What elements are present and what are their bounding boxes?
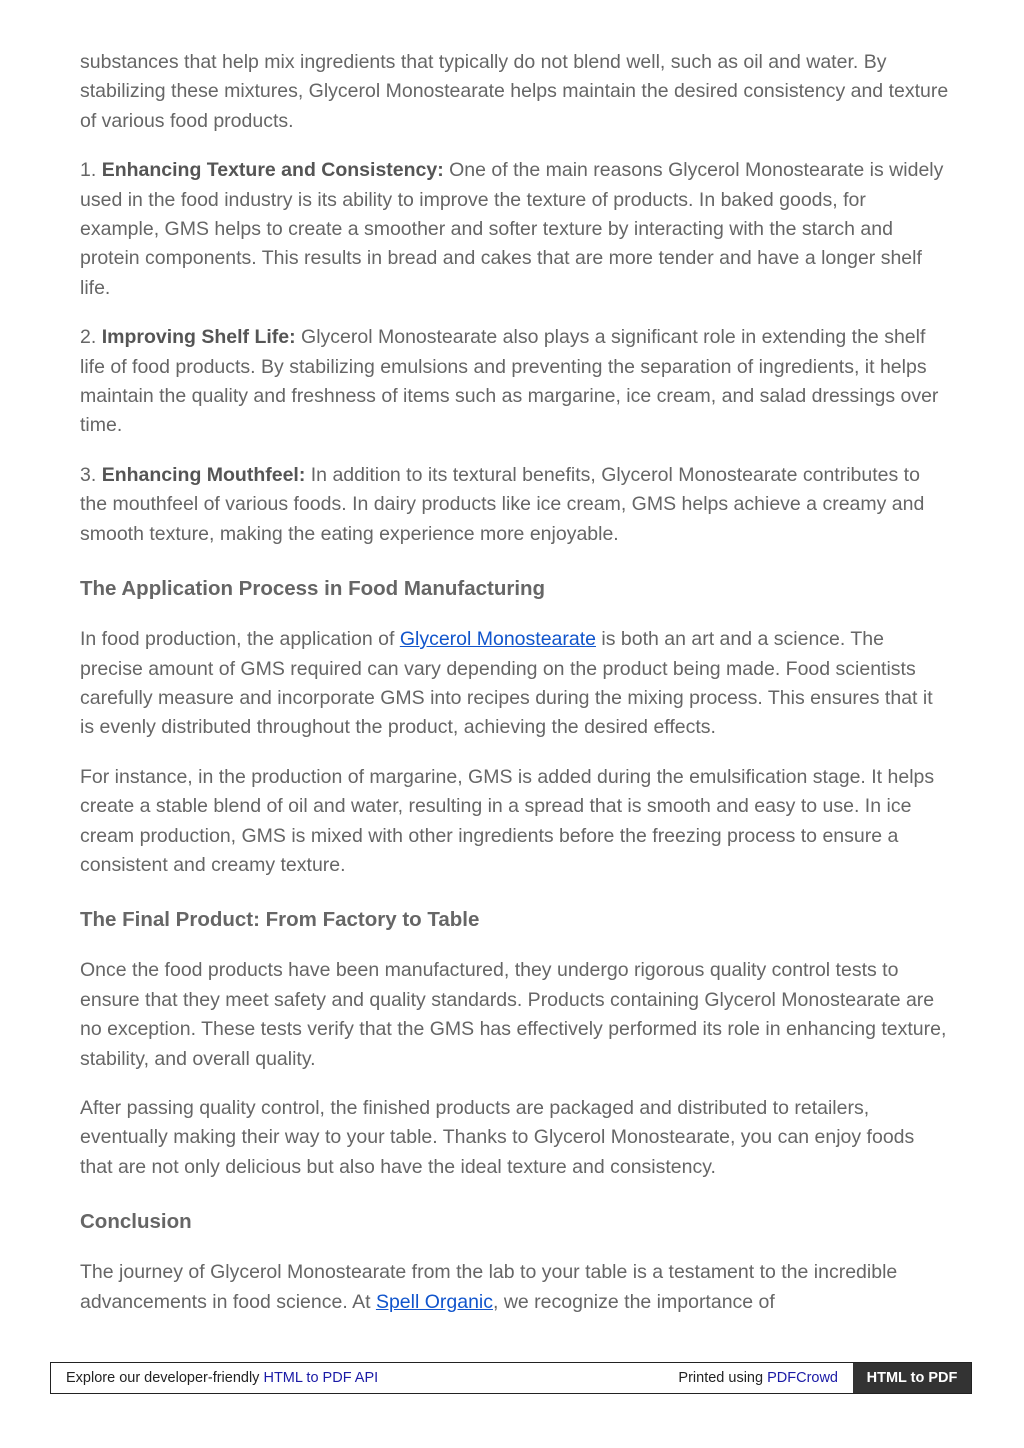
point-title: Enhancing Texture and Consistency: bbox=[101, 159, 444, 182]
html-to-pdf-button[interactable]: HTML to PDF bbox=[853, 1363, 971, 1393]
paragraph-text: , we recognize the importance of bbox=[493, 1290, 775, 1313]
spell-organic-link[interactable]: Spell Organic bbox=[375, 1290, 493, 1313]
section-heading-final-product: The Final Product: From Factory to Table bbox=[80, 908, 480, 932]
section-heading-conclusion: Conclusion bbox=[80, 1210, 192, 1234]
paragraph-text: In food production, the application of bbox=[80, 628, 400, 651]
footer-explore-text: Explore our developer-friendly bbox=[66, 1370, 264, 1386]
point-paragraph-1 bbox=[80, 156, 950, 303]
point-number: 1. bbox=[80, 159, 97, 182]
footer-printed bbox=[678, 1370, 853, 1386]
point-title: Enhancing Mouthfeel: bbox=[101, 463, 306, 486]
paragraph-text: is both an art and a science. The precise amount of GMS required can vary depending on the product being made. Food scientists carefully measure and incorporate GMS into recipes during the mixing process. This ensures that it is evenly distributed throughout the product, achieving the desired effects. bbox=[80, 628, 933, 739]
section-heading-application: The Application Process in Food Manufacturing bbox=[80, 577, 546, 601]
application-paragraph-1 bbox=[80, 625, 950, 743]
point-text: In addition to its textural benefits, Glycerol Monostearate contributes to the mouthfeel of various foods. In dairy products like ice cream, GMS helps achieve a creamy and smooth texture, making the eating experience more enjoyable. bbox=[80, 463, 925, 545]
footer-printed-text: Printed using bbox=[678, 1370, 768, 1386]
glycerol-monostearate-link[interactable]: Glycerol Monostearate bbox=[399, 628, 596, 651]
intro-paragraph: substances that help mix ingredients that typically do not blend well, such as oil and water. By stabilizing these mixtures, Glycerol Monostearate helps maintain the desired consistency and texture of various food products. bbox=[80, 51, 949, 132]
point-number: 3. bbox=[80, 463, 97, 486]
pdfcrowd-link[interactable]: PDFCrowd bbox=[767, 1370, 838, 1386]
document-body bbox=[80, 48, 950, 1337]
footer-explore bbox=[51, 1370, 678, 1386]
point-paragraph-3 bbox=[80, 461, 950, 549]
html-to-pdf-api-link[interactable]: HTML to PDF API bbox=[263, 1370, 379, 1386]
point-title: Improving Shelf Life: bbox=[101, 326, 296, 349]
final-product-paragraph-2: After passing quality control, the finished products are packaged and distributed to retailers, eventually making their way to your table. Thanks to Glycerol Monostearate, you can enjoy foods that are not only delicious but also have the ideal texture and consistency. bbox=[80, 1096, 915, 1178]
final-product-paragraph-1: Once the food products have been manufactured, they undergo rigorous quality control tests to ensure that they meet safety and quality standards. Products containing Glycerol Monostearate are no exception. These tests verify that the GMS has effectively performed its role in enhancing texture, stability, and overall quality. bbox=[80, 959, 947, 1070]
conclusion-paragraph bbox=[80, 1258, 950, 1317]
point-text: One of the main reasons Glycerol Monostearate is widely used in the food industry is its ability to improve the texture of products. In baked goods, for example, GMS helps to create a smoother and softer texture by interacting with the starch and protein components. This results in bread and cakes that are more tender and have a longer shelf life. bbox=[80, 159, 944, 299]
point-paragraph-2 bbox=[80, 323, 950, 441]
point-text: Glycerol Monostearate also plays a significant role in extending the shelf life of food products. By stabilizing emulsions and preventing the separation of ingredients, it helps maintain the quality and freshness of items such as margarine, ice cream, and salad dressings over time. bbox=[80, 326, 939, 437]
point-number: 2. bbox=[80, 326, 97, 349]
application-paragraph-2: For instance, in the production of margarine, GMS is added during the emulsification stage. It helps create a stable blend of oil and water, resulting in a spread that is smooth and easy to use. In ice cream production, GMS is mixed with other ingredients before the freezing process to ensure a consistent and creamy texture. bbox=[80, 765, 935, 876]
pdfcrowd-footer-bar bbox=[50, 1362, 972, 1394]
paragraph-text: The journey of Glycerol Monostearate from the lab to your table is a testament to the incredible advancements in food science. At bbox=[80, 1261, 898, 1313]
